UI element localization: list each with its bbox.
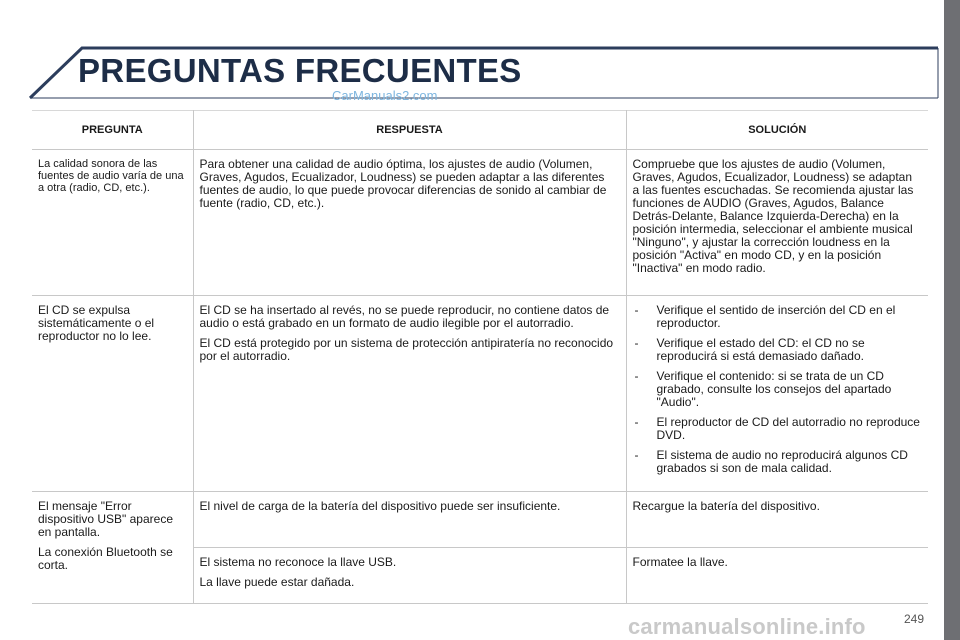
solution-text: Recargue la batería del dispositivo. [632, 499, 820, 513]
question-cell [32, 492, 193, 604]
answer-cell [193, 548, 626, 604]
solution-cell [626, 548, 928, 604]
page-number: 249 [904, 612, 925, 626]
solution-text: Formatee la llave. [632, 555, 728, 569]
column-header-pregunta: PREGUNTA [32, 111, 193, 150]
question-text: La calidad sonora de las fuentes de audio varía de una a otra (radio, CD, etc.). [38, 158, 184, 194]
answer-cell [193, 492, 626, 548]
question-cell [32, 296, 193, 492]
solution-text: Compruebe que los ajustes de audio (Volumen, Graves, Agudos, Ecualizador, Loudness) se adaptan a las fuentes escuchadas. Se recomienda ajustar las funciones de AUDIO (Graves, Agudos, Balance Detrás-Delante, Balance Izquierda-Derecha) en la posición intermedia, seleccionar el ambiente musical "Ninguno", y ajustar la corrección loudness en la posición "Activa" en modo CD, y en la posición "Inactiva" en modo radio. [632, 157, 914, 275]
answer-text: La llave puede estar dañada. [199, 575, 355, 589]
answer-cell [193, 296, 626, 492]
watermark-link[interactable]: CarManuals2.com [332, 88, 438, 103]
question-text: El CD se expulsa sistemáticamente o el reproductor no lo lee. [38, 303, 155, 343]
list-item: - Verifique el contenido: si se trata de un CD grabado, consulte los consejos del apartado "Audio". [633, 370, 923, 409]
solution-list [633, 304, 923, 475]
solution-cell [626, 296, 928, 492]
table-row [32, 150, 928, 296]
question-text: La conexión Bluetooth se corta. [38, 545, 173, 572]
solution-cell [626, 492, 928, 548]
faq-table [32, 110, 928, 604]
list-item: - Verifique el sentido de inserción del CD en el reproductor. [633, 304, 923, 330]
question-text: El mensaje "Error dispositivo USB" aparece en pantalla. [38, 499, 173, 539]
list-item: - El sistema de audio no reproducirá algunos CD grabados si son de mala calidad. [633, 449, 923, 475]
table-header-row [32, 111, 928, 150]
page-title: PREGUNTAS FRECUENTES [78, 52, 522, 89]
column-header-solucion: SOLUCIÓN [626, 111, 928, 150]
answer-text: El CD está protegido por un sistema de protección antipiratería no reconocido por el autorradio. [199, 336, 614, 363]
answer-text: El CD se ha insertado al revés, no se puede reproducir, no contiene datos de audio o está grabado en un formato de audio ilegible por el autorradio. [199, 303, 610, 330]
watermark-text: carmanualsonline.info [628, 614, 866, 639]
table-row [32, 492, 928, 548]
answer-text: El sistema no reconoce la llave USB. [199, 555, 397, 569]
list-item: - Verifique el estado del CD: el CD no se reproducirá si está demasiado dañado. [633, 337, 923, 363]
solution-cell [626, 150, 928, 296]
table-row [32, 296, 928, 492]
side-bar [944, 0, 960, 640]
column-header-respuesta: RESPUESTA [193, 111, 626, 150]
answer-text: Para obtener una calidad de audio óptima, los ajustes de audio (Volumen, Graves, Agudos, Ecualizador, Loudness) se pueden adaptar a las diferentes fuentes de audio, lo que puede provocar diferencias de sonido al cambiar de fuente (radio, CD, etc.). [199, 157, 607, 210]
answer-text: El nivel de carga de la batería del dispositivo puede ser insuficiente. [199, 499, 561, 513]
answer-cell [193, 150, 626, 296]
list-item: - El reproductor de CD del autorradio no reproduce DVD. [633, 416, 923, 442]
question-cell [32, 150, 193, 296]
